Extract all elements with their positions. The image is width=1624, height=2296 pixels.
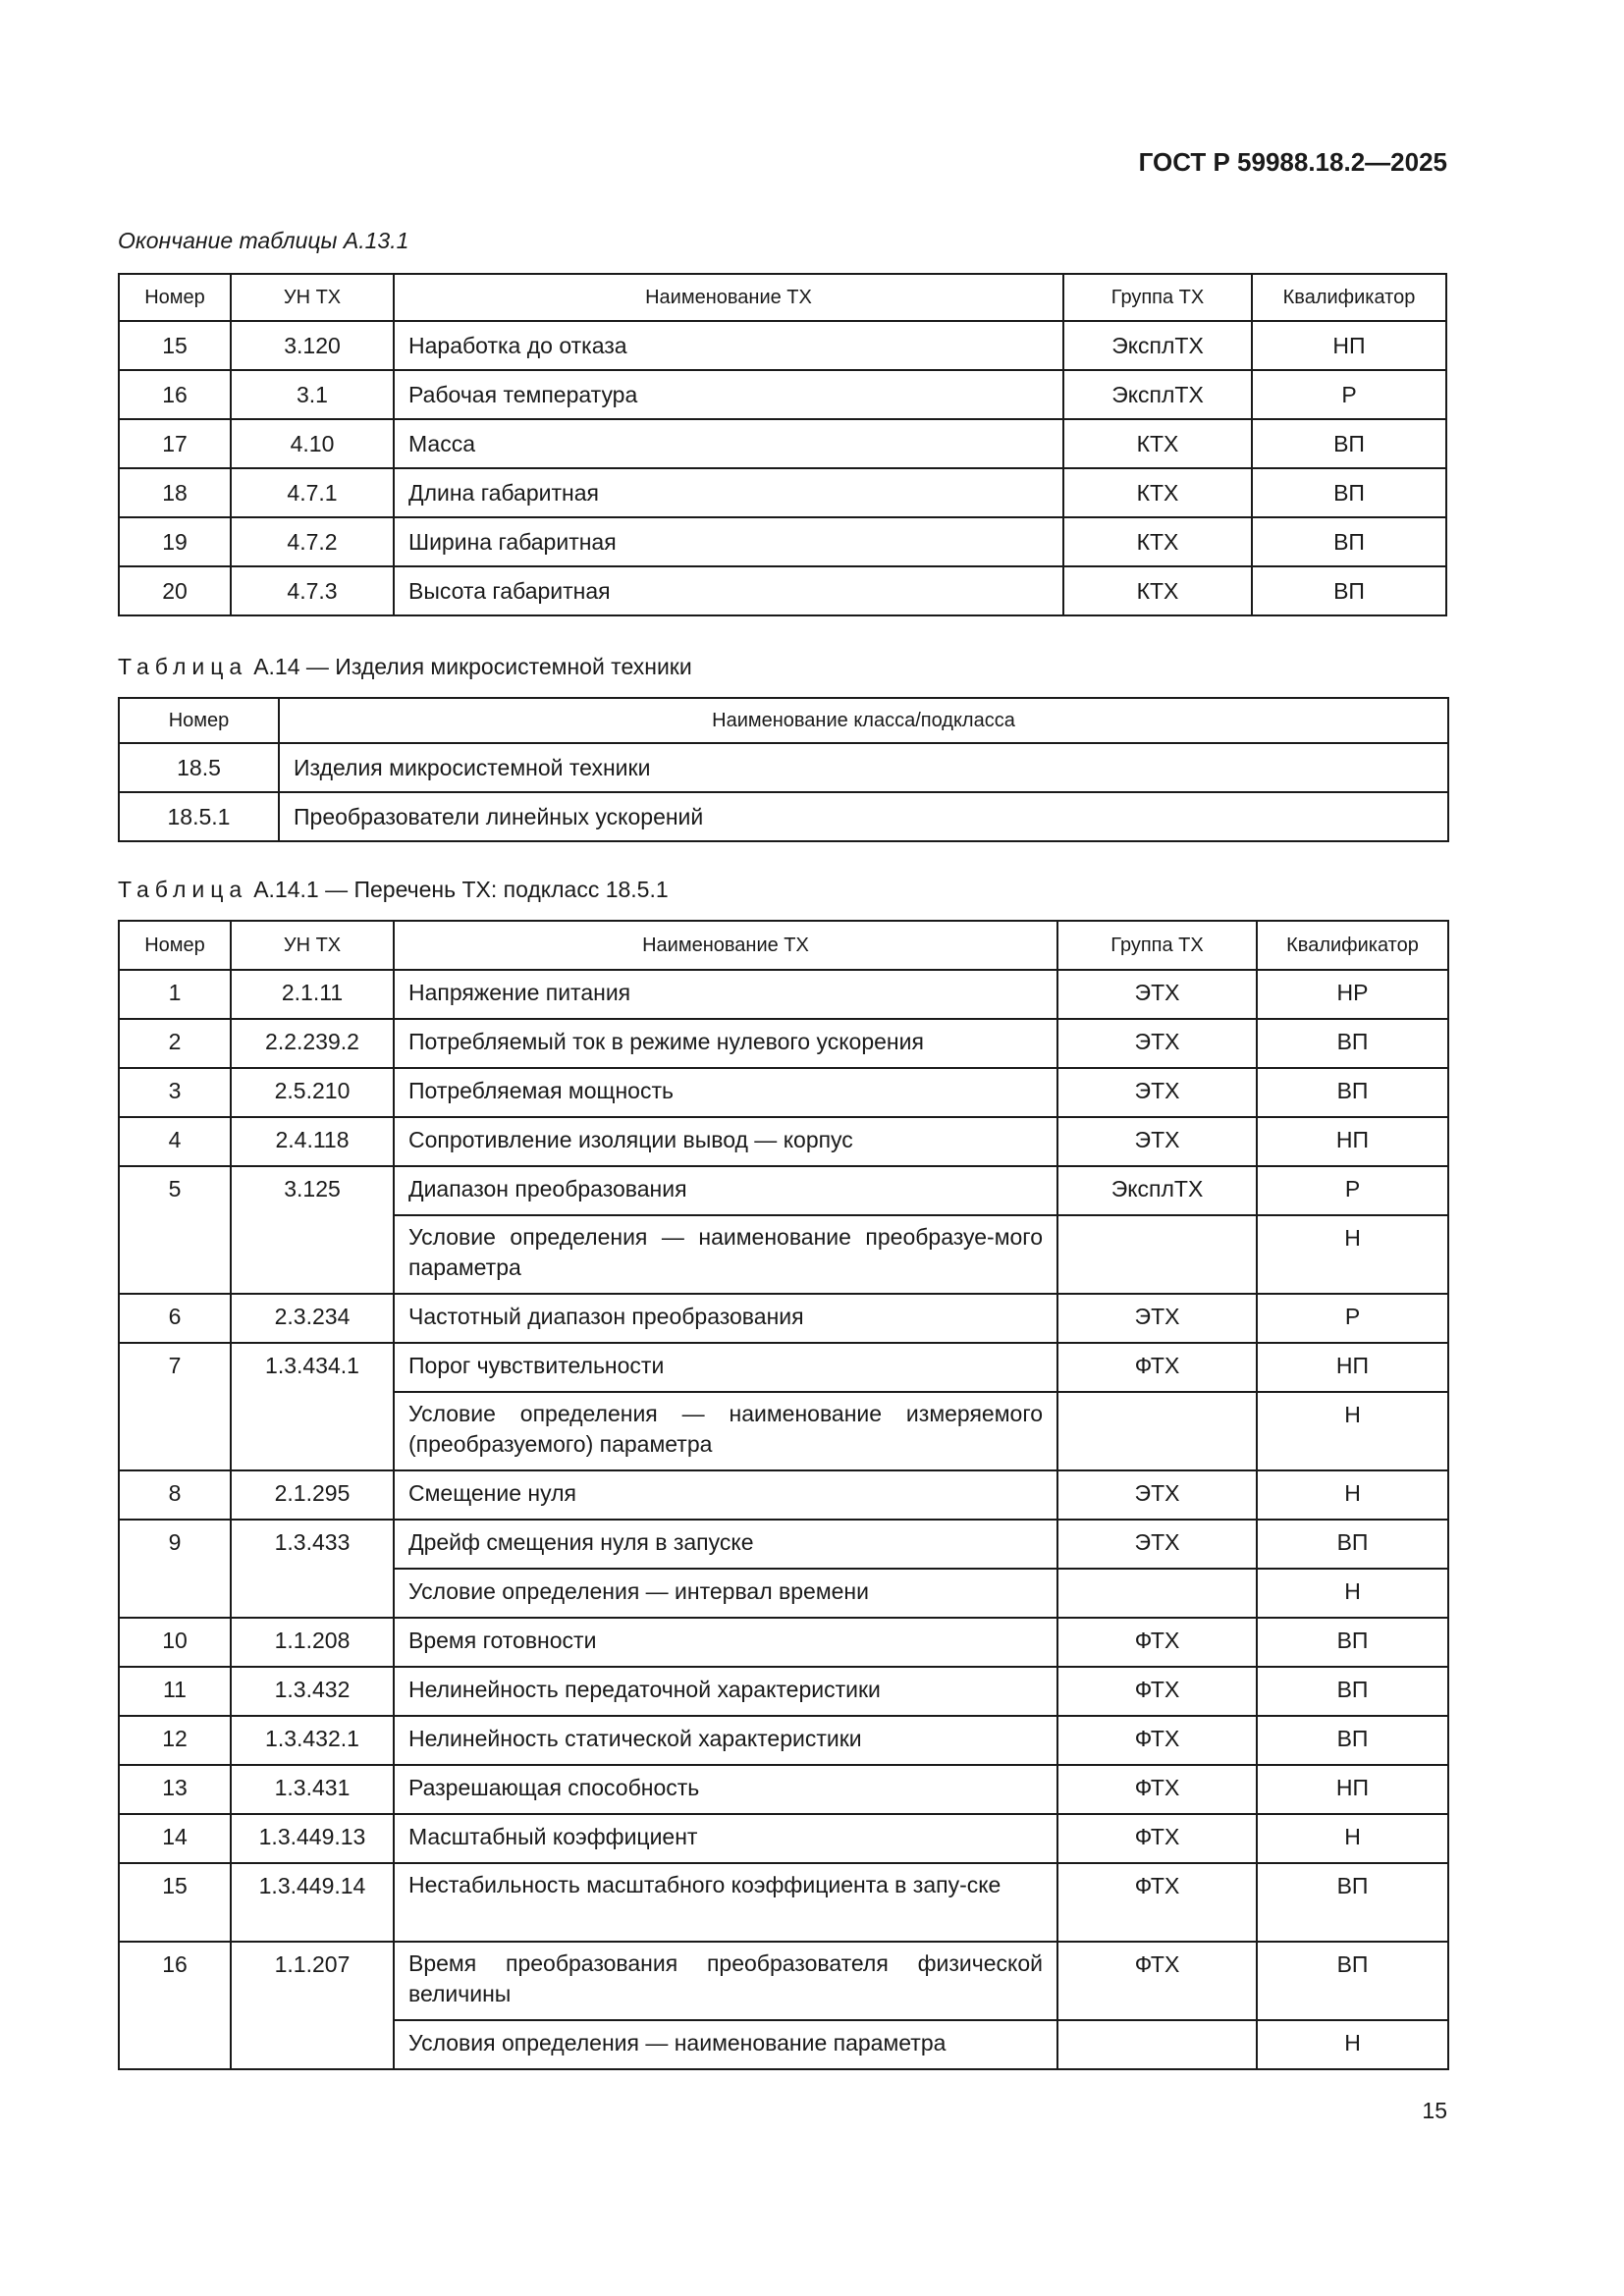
table-row [119, 370, 1446, 419]
row-name: Порог чувствительности [394, 1343, 1057, 1392]
table-row [119, 1068, 1448, 1117]
row-number: 19 [119, 517, 231, 566]
table-row [119, 517, 1446, 566]
document-code: ГОСТ Р 59988.18.2—2025 [1138, 147, 1447, 177]
table-row [119, 970, 1448, 1019]
row-group: ЭксплТХ [1063, 370, 1252, 419]
header-code: УН ТХ [231, 274, 394, 321]
row-name: Масштабный коэффициент [394, 1814, 1057, 1863]
table-row [119, 1470, 1448, 1520]
row-number: 20 [119, 566, 231, 615]
row-code: 2.3.234 [231, 1294, 394, 1343]
row-qualifier: ВП [1252, 419, 1446, 468]
row-number: 18 [119, 468, 231, 517]
row-group: ФТХ [1057, 1814, 1257, 1863]
row-group: КТХ [1063, 419, 1252, 468]
row-name: Масса [394, 419, 1063, 468]
table-row [119, 1863, 1448, 1942]
row-qualifier: Н [1257, 1215, 1448, 1294]
row-name: Нелинейность статической характеристики [394, 1716, 1057, 1765]
row-group: ЭТХ [1057, 1019, 1257, 1068]
row-code: 4.7.3 [231, 566, 394, 615]
row-number: 16 [119, 1942, 231, 2069]
table-row [119, 1294, 1448, 1343]
row-qualifier: НП [1257, 1117, 1448, 1166]
header-name: Наименование ТХ [394, 274, 1063, 321]
page-number: 15 [1422, 2098, 1447, 2123]
row-class-name: Преобразователи линейных ускорений [279, 792, 1448, 841]
row-qualifier: ВП [1257, 1618, 1448, 1667]
row-number: 4 [119, 1117, 231, 1166]
row-qualifier: Н [1257, 1569, 1448, 1618]
table-row [119, 1942, 1448, 2020]
row-group: ФТХ [1057, 1765, 1257, 1814]
header-qualifier: Квалификатор [1252, 274, 1446, 321]
table-row [119, 468, 1446, 517]
row-group [1057, 1569, 1257, 1618]
caption-label: Таблица [118, 877, 248, 902]
row-code: 2.4.118 [231, 1117, 394, 1166]
row-qualifier: Р [1252, 370, 1446, 419]
row-number: 2 [119, 1019, 231, 1068]
row-name: Время готовности [394, 1618, 1057, 1667]
row-group: КТХ [1063, 468, 1252, 517]
row-name: Частотный диапазон преобразования [394, 1294, 1057, 1343]
row-group: ЭТХ [1057, 1068, 1257, 1117]
table-row [119, 1019, 1448, 1068]
row-number: 18.5.1 [119, 792, 279, 841]
table-row [119, 321, 1446, 370]
row-name: Сопротивление изоляции вывод — корпус [394, 1117, 1057, 1166]
row-qualifier: ВП [1257, 1520, 1448, 1569]
table-a14 [118, 697, 1449, 842]
row-qualifier: ВП [1252, 566, 1446, 615]
row-name: Нелинейность передаточной характеристики [394, 1667, 1057, 1716]
row-code: 3.125 [231, 1166, 394, 1294]
table-row [119, 1520, 1448, 1569]
row-name: Условие определения — интервал времени [394, 1569, 1057, 1618]
table-row [119, 419, 1446, 468]
row-qualifier: НП [1257, 1343, 1448, 1392]
table-row [119, 1814, 1448, 1863]
header-number: Номер [119, 921, 231, 970]
row-code: 1.1.208 [231, 1618, 394, 1667]
table-row [119, 792, 1448, 841]
row-qualifier: Р [1257, 1166, 1448, 1215]
row-qualifier: Н [1257, 1470, 1448, 1520]
row-number: 15 [119, 1863, 231, 1942]
row-qualifier: Н [1257, 2020, 1448, 2069]
table-a14-1 [118, 920, 1449, 2070]
row-group: ФТХ [1057, 1343, 1257, 1392]
row-name: Рабочая температура [394, 370, 1063, 419]
caption-text: А.14 — Изделия микросистемной техники [253, 654, 692, 679]
row-code: 3.120 [231, 321, 394, 370]
row-number: 5 [119, 1166, 231, 1294]
row-name: Высота габаритная [394, 566, 1063, 615]
row-group: ЭТХ [1057, 1117, 1257, 1166]
row-class-name: Изделия микросистемной техники [279, 743, 1448, 792]
table-row [119, 566, 1446, 615]
row-qualifier: Н [1257, 1814, 1448, 1863]
row-code: 1.3.431 [231, 1765, 394, 1814]
row-number: 6 [119, 1294, 231, 1343]
table-a13-1 [118, 273, 1447, 616]
table-row [119, 1343, 1448, 1392]
row-number: 1 [119, 970, 231, 1019]
row-qualifier: ВП [1257, 1019, 1448, 1068]
row-group [1057, 2020, 1257, 2069]
row-group: ФТХ [1057, 1716, 1257, 1765]
table-row [119, 1667, 1448, 1716]
row-name: Ширина габаритная [394, 517, 1063, 566]
row-qualifier: Н [1257, 1392, 1448, 1470]
row-qualifier: Р [1257, 1294, 1448, 1343]
row-qualifier: ВП [1252, 468, 1446, 517]
header-qualifier: Квалификатор [1257, 921, 1448, 970]
row-name: Условие определения — наименование преобразуе-мого параметра [394, 1215, 1057, 1294]
row-qualifier: ВП [1257, 1068, 1448, 1117]
row-group: ФТХ [1057, 1942, 1257, 2020]
table-row [119, 1765, 1448, 1814]
header-number: Номер [119, 274, 231, 321]
row-code: 1.3.449.14 [231, 1863, 394, 1942]
row-qualifier: НП [1252, 321, 1446, 370]
row-code: 2.2.239.2 [231, 1019, 394, 1068]
row-group: ФТХ [1057, 1618, 1257, 1667]
row-group: КТХ [1063, 517, 1252, 566]
row-group: ФТХ [1057, 1863, 1257, 1942]
row-number: 17 [119, 419, 231, 468]
row-group: ЭТХ [1057, 1470, 1257, 1520]
row-name: Нестабильность масштабного коэффициента в запу-ске [394, 1863, 1057, 1942]
header-class-name: Наименование класса/подкласса [279, 698, 1448, 743]
row-code: 2.5.210 [231, 1068, 394, 1117]
row-number: 11 [119, 1667, 231, 1716]
row-code: 3.1 [231, 370, 394, 419]
row-number: 16 [119, 370, 231, 419]
row-name: Дрейф смещения нуля в запуске [394, 1520, 1057, 1569]
row-number: 7 [119, 1343, 231, 1470]
row-name: Длина габаритная [394, 468, 1063, 517]
row-group: ЭТХ [1057, 1520, 1257, 1569]
row-name: Диапазон преобразования [394, 1166, 1057, 1215]
row-number: 12 [119, 1716, 231, 1765]
row-name: Время преобразования преобразователя физической величины [394, 1942, 1057, 2020]
row-number: 18.5 [119, 743, 279, 792]
row-qualifier: ВП [1257, 1716, 1448, 1765]
row-group: ФТХ [1057, 1667, 1257, 1716]
caption-label: Таблица [118, 654, 248, 679]
row-group [1057, 1215, 1257, 1294]
header-name: Наименование ТХ [394, 921, 1057, 970]
row-qualifier: ВП [1257, 1667, 1448, 1716]
row-qualifier: ВП [1257, 1863, 1448, 1942]
header-code: УН ТХ [231, 921, 394, 970]
row-code: 4.7.1 [231, 468, 394, 517]
table-row [119, 1618, 1448, 1667]
row-group: КТХ [1063, 566, 1252, 615]
row-name: Напряжение питания [394, 970, 1057, 1019]
row-number: 15 [119, 321, 231, 370]
table-a14-caption [118, 654, 692, 680]
row-name: Потребляемая мощность [394, 1068, 1057, 1117]
caption-text: А.14.1 — Перечень ТХ: подкласс 18.5.1 [253, 877, 669, 902]
row-code: 4.10 [231, 419, 394, 468]
table-a14-1-caption [118, 877, 669, 903]
row-number: 14 [119, 1814, 231, 1863]
row-number: 10 [119, 1618, 231, 1667]
row-number: 9 [119, 1520, 231, 1618]
row-group [1057, 1392, 1257, 1470]
table-row [119, 1166, 1448, 1215]
row-code: 1.3.449.13 [231, 1814, 394, 1863]
row-number: 13 [119, 1765, 231, 1814]
row-name: Условия определения — наименование параметра [394, 2020, 1057, 2069]
table-row [119, 1117, 1448, 1166]
row-group: ЭксплТХ [1057, 1166, 1257, 1215]
row-name: Условие определения — наименование измеряемого (преобразуемого) параметра [394, 1392, 1057, 1470]
row-code: 4.7.2 [231, 517, 394, 566]
row-qualifier: ВП [1252, 517, 1446, 566]
row-code: 1.1.207 [231, 1942, 394, 2069]
row-name: Наработка до отказа [394, 321, 1063, 370]
row-qualifier: НР [1257, 970, 1448, 1019]
row-name: Разрешающая способность [394, 1765, 1057, 1814]
row-name: Смещение нуля [394, 1470, 1057, 1520]
row-code: 1.3.432.1 [231, 1716, 394, 1765]
row-number: 3 [119, 1068, 231, 1117]
row-number: 8 [119, 1470, 231, 1520]
row-group: ЭксплТХ [1063, 321, 1252, 370]
row-qualifier: НП [1257, 1765, 1448, 1814]
row-name: Потребляемый ток в режиме нулевого ускорения [394, 1019, 1057, 1068]
row-group: ЭТХ [1057, 1294, 1257, 1343]
header-number: Номер [119, 698, 279, 743]
row-code: 2.1.295 [231, 1470, 394, 1520]
header-group: Группа ТХ [1057, 921, 1257, 970]
row-group: ЭТХ [1057, 970, 1257, 1019]
row-code: 1.3.432 [231, 1667, 394, 1716]
row-code: 2.1.11 [231, 970, 394, 1019]
row-qualifier: ВП [1257, 1942, 1448, 2020]
table-row [119, 743, 1448, 792]
table-a13-1-caption: Окончание таблицы А.13.1 [118, 228, 409, 253]
row-code: 1.3.433 [231, 1520, 394, 1618]
header-group: Группа ТХ [1063, 274, 1252, 321]
row-code: 1.3.434.1 [231, 1343, 394, 1470]
table-row [119, 1716, 1448, 1765]
